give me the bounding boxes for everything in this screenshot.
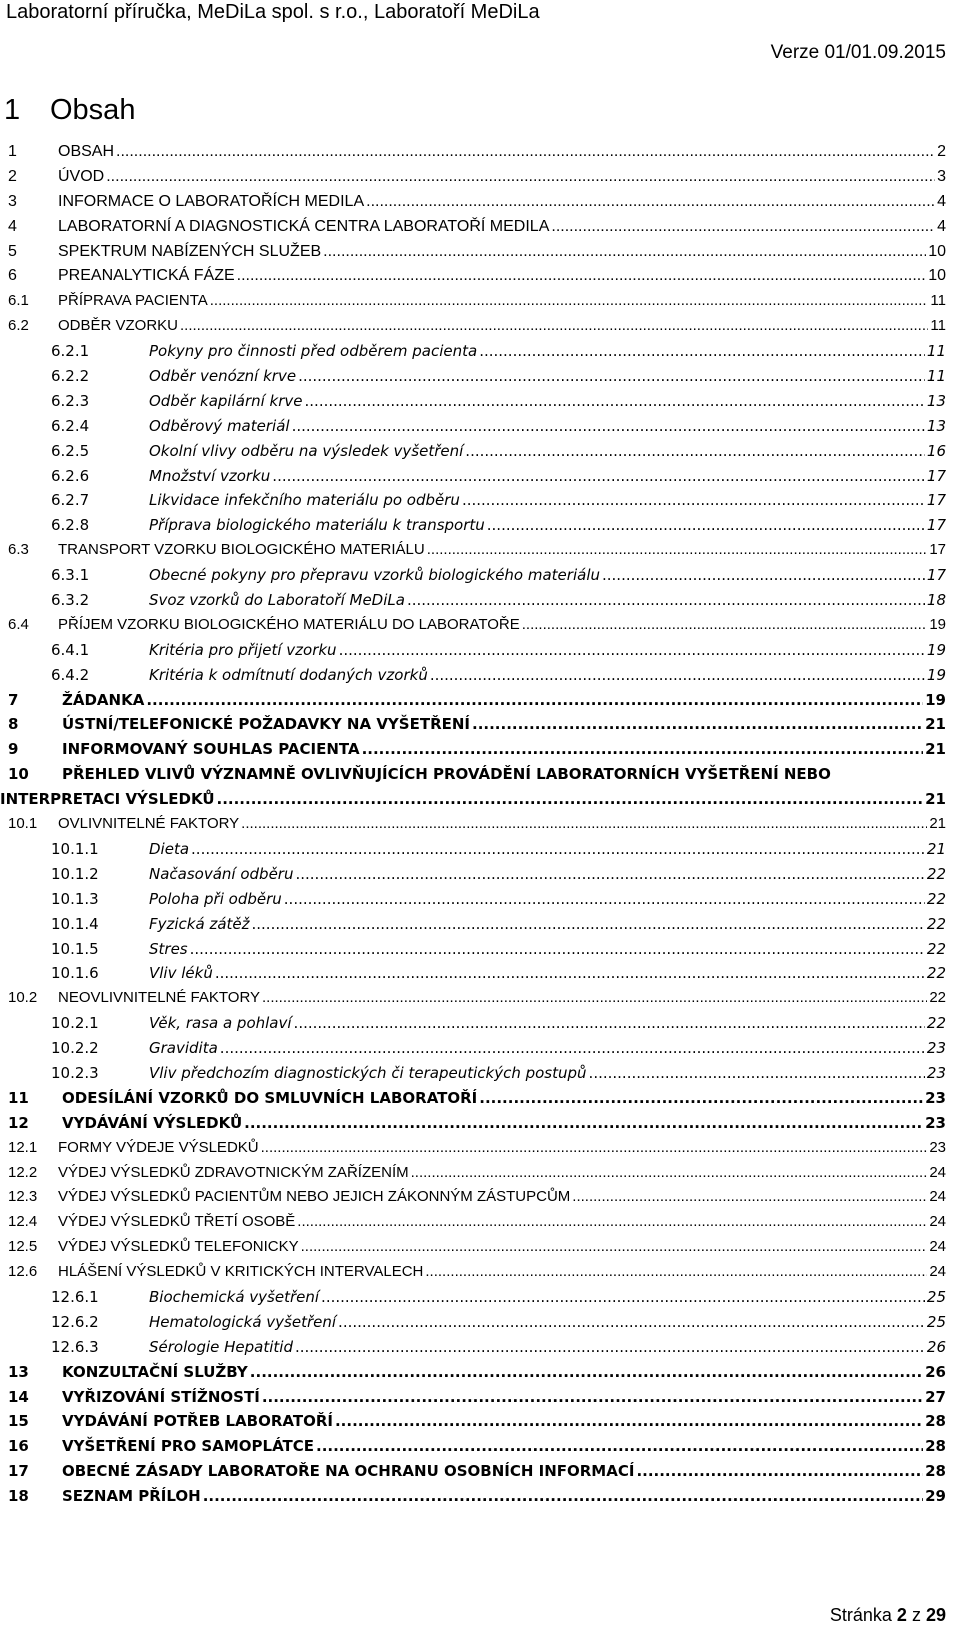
toc-entry-page: 24	[929, 1188, 946, 1206]
document-version: Verze 01/01.09.2015	[770, 42, 946, 63]
toc-entry-title: Odběrový materiál	[149, 416, 290, 435]
toc-entry[interactable]	[8, 140, 946, 165]
toc-entry[interactable]	[8, 314, 946, 339]
toc-entry-title-line2: INTERPRETACI VÝSLEDKŮ	[0, 790, 215, 809]
table-of-contents	[0, 140, 946, 1509]
toc-leader	[180, 314, 928, 339]
toc-entry-page: 24	[929, 1238, 946, 1256]
toc-entry-title: Biochemická vyšetření	[149, 1287, 320, 1306]
toc-leader	[241, 812, 927, 837]
toc-entry-page: 19	[929, 615, 946, 633]
toc-entry-title: VYŠETŘENÍ PRO SAMOPLÁTCE	[62, 1437, 314, 1456]
toc-entry-number: 10.2	[8, 989, 38, 1007]
toc-leader	[338, 1310, 925, 1335]
toc-entry-title: Odběr kapilární krve	[149, 391, 303, 410]
toc-entry-title: Odběr venózní krve	[149, 367, 297, 386]
toc-entry[interactable]	[8, 538, 946, 563]
toc-entry-number: 10.1	[8, 815, 38, 833]
toc-leader	[323, 240, 926, 265]
toc-entry-number: 10.1.2	[51, 864, 99, 883]
toc-entry[interactable]	[8, 663, 946, 688]
toc-leader	[106, 165, 935, 190]
footer-separator: z	[911, 1605, 921, 1625]
toc-entry-title-line1: PŘEHLED VLIVŮ VÝZNAMNĚ OVLIVŇUJÍCÍCH PROVÁDĚNÍ LABORATORNÍCH VYŠETŘENÍ NEBO	[62, 765, 831, 784]
toc-entry-title: Množství vzorku	[149, 466, 271, 485]
toc-entry-title: FORMY VÝDEJE VÝSLEDKŮ	[58, 1138, 259, 1156]
page-title-text: Obsah	[50, 94, 136, 126]
toc-leader	[427, 538, 928, 563]
toc-entry[interactable]	[8, 887, 946, 912]
toc-entry[interactable]	[8, 1136, 946, 1161]
toc-entry-page: 26	[925, 1362, 946, 1381]
toc-entry-page: 23	[926, 1039, 946, 1058]
toc-entry[interactable]	[8, 1011, 946, 1036]
toc-entry[interactable]	[8, 1210, 946, 1235]
toc-entry-page: 25	[926, 1312, 946, 1331]
toc-entry-page: 29	[925, 1487, 946, 1506]
toc-leader	[295, 1335, 925, 1360]
toc-entry-page: 22	[926, 1014, 946, 1033]
toc-entry-title: Vliv předchozím diagnostických či terapeutických postupů	[149, 1063, 587, 1082]
toc-entry[interactable]	[8, 464, 946, 489]
toc-entry-title: Likvidace infekčního materiálu po odběru	[149, 491, 460, 510]
toc-entry-title: VYDÁVÁNÍ POTŘEB LABORATOŘÍ	[62, 1412, 333, 1431]
toc-leader	[407, 588, 925, 613]
toc-entry-title: VYDÁVÁNÍ VÝSLEDKŮ	[62, 1113, 243, 1132]
page-title	[4, 94, 135, 127]
toc-entry-page: 28	[925, 1412, 946, 1431]
toc-entry-page: 11	[926, 342, 946, 361]
toc-entry-title: VÝDEJ VÝSLEDKŮ PACIENTŮM NEBO JEJICH ZÁKONNÝM ZÁSTUPCŮM	[58, 1188, 571, 1206]
toc-entry[interactable]	[8, 439, 946, 464]
toc-entry[interactable]	[8, 912, 946, 937]
toc-leader	[522, 613, 928, 638]
toc-entry-number: 9	[8, 740, 19, 759]
toc-entry-number: 2	[8, 167, 17, 185]
toc-entry-number: 12.1	[8, 1138, 38, 1156]
toc-leader	[292, 414, 925, 439]
toc-section-b	[8, 812, 946, 1509]
toc-leader	[217, 787, 924, 812]
toc-entry-title: VÝDEJ VÝSLEDKŮ ZDRAVOTNICKÝM ZAŘÍZENÍM	[58, 1163, 409, 1181]
toc-entry-number: 6.2.6	[51, 466, 90, 485]
toc-entry-page: 21	[926, 839, 946, 858]
toc-entry-number: 3	[8, 192, 17, 210]
toc-entry-title: OBECNÉ ZÁSADY LABORATOŘE NA OCHRANU OSOBNÍCH INFORMACÍ	[62, 1462, 635, 1481]
toc-entry-number: 6.2.2	[51, 367, 90, 386]
toc-entry-page: 23	[929, 1138, 946, 1156]
toc-leader	[425, 1260, 927, 1285]
toc-entry-title: ŽÁDANKA	[62, 690, 145, 709]
toc-entry[interactable]	[8, 1385, 946, 1410]
toc-leader	[295, 862, 924, 887]
toc-leader	[116, 140, 935, 165]
toc-entry[interactable]	[8, 1185, 946, 1210]
toc-entry-title: Hematologická vyšetření	[149, 1312, 337, 1331]
toc-leader	[284, 887, 925, 912]
toc-entry[interactable]	[8, 961, 946, 986]
toc-entry-10-line1[interactable]	[8, 762, 946, 787]
toc-entry-title: Věk, rasa a pohlaví	[149, 1014, 292, 1033]
toc-leader	[252, 912, 925, 937]
footer-label: Stránka	[829, 1605, 892, 1625]
toc-entry-title: Příprava biologického materiálu k transportu	[149, 516, 485, 535]
toc-entry-number: 6.2.1	[51, 342, 90, 361]
toc-leader	[366, 190, 935, 215]
toc-entry-number: 13	[8, 1362, 29, 1381]
toc-entry-number: 1	[8, 143, 17, 160]
toc-entry[interactable]	[8, 588, 946, 613]
toc-leader	[462, 488, 925, 513]
toc-entry-title: Kritéria k odmítnutí dodaných vzorků	[149, 665, 428, 684]
toc-entry[interactable]	[8, 215, 946, 240]
toc-entry[interactable]	[8, 414, 946, 439]
toc-leader	[210, 289, 929, 314]
toc-entry-number: 12.3	[8, 1188, 38, 1206]
toc-entry[interactable]	[8, 1086, 946, 1111]
toc-leader	[215, 961, 925, 986]
toc-entry-title: SEZNAM PŘÍLOH	[62, 1487, 201, 1506]
toc-entry-page: 21	[925, 790, 946, 809]
toc-leader	[602, 563, 925, 588]
toc-entry[interactable]	[8, 1235, 946, 1260]
toc-entry-title: ÚVOD	[58, 167, 105, 185]
toc-entry-page: 19	[926, 665, 946, 684]
toc-leader	[305, 389, 925, 414]
toc-entry[interactable]	[8, 190, 946, 215]
footer-total-pages: 29	[925, 1605, 946, 1625]
toc-entry-page: 22	[926, 939, 946, 958]
toc-leader	[244, 1111, 923, 1136]
toc-section-a	[8, 140, 946, 762]
toc-entry-page: 10	[928, 242, 946, 260]
toc-entry[interactable]	[8, 737, 946, 762]
toc-entry-title: ODBĚR VZORKU	[58, 317, 179, 335]
toc-entry-page: 21	[925, 715, 946, 734]
toc-entry-page: 17	[926, 466, 946, 485]
toc-entry-page: 22	[929, 989, 946, 1007]
toc-entry-page: 16	[926, 441, 946, 460]
toc-leader	[636, 1459, 923, 1484]
toc-entry-number: 6	[8, 267, 17, 285]
toc-entry[interactable]	[8, 937, 946, 962]
toc-entry-number: 6.3	[8, 541, 29, 559]
toc-entry[interactable]	[8, 1161, 946, 1186]
toc-entry-title: NEOVLIVNITELNÉ FAKTORY	[58, 989, 261, 1007]
toc-leader	[190, 937, 925, 962]
toc-entry-page: 13	[926, 391, 946, 410]
toc-entry-number: 6.3.2	[51, 591, 90, 610]
toc-entry[interactable]	[8, 289, 946, 314]
toc-entry-number: 6.2.4	[51, 416, 90, 435]
toc-entry[interactable]	[8, 1335, 946, 1360]
document-header-title: Laboratorní příručka, MeDiLa spol. s r.o., Laboratoří MeDiLa	[6, 1, 540, 23]
toc-leader	[487, 513, 925, 538]
toc-leader	[321, 1285, 925, 1310]
toc-entry-number: 10.1.6	[51, 964, 99, 983]
toc-leader	[146, 688, 923, 713]
toc-leader	[250, 1360, 923, 1385]
toc-leader	[411, 1161, 928, 1186]
toc-entry[interactable]	[8, 638, 946, 663]
toc-entry-title: Gravidita	[149, 1039, 218, 1058]
toc-entry-title: INFORMOVANÝ SOUHLAS PACIENTA	[62, 740, 360, 759]
toc-entry[interactable]	[8, 389, 946, 414]
toc-leader	[298, 364, 925, 389]
toc-entry-title: Dieta	[149, 839, 190, 858]
toc-entry-page: 21	[929, 815, 946, 833]
toc-entry-number: 6.3.1	[51, 566, 90, 585]
toc-entry-page: 22	[926, 889, 946, 908]
toc-leader	[465, 439, 925, 464]
toc-entry-page: 22	[926, 864, 946, 883]
toc-entry-title: VYŘIZOVÁNÍ STÍŽNOSTÍ	[62, 1387, 260, 1406]
toc-entry-title: PŘÍPRAVA PACIENTA	[58, 292, 208, 310]
toc-entry-number: 4	[8, 217, 17, 235]
toc-entry-page: 21	[925, 740, 946, 759]
toc-entry-number: 12.4	[8, 1213, 38, 1231]
toc-leader	[551, 215, 935, 240]
toc-entry-title: Fyzická zátěž	[149, 914, 250, 933]
page-title-number: 1	[4, 94, 21, 126]
toc-entry[interactable]	[8, 613, 946, 638]
toc-entry-page: 24	[929, 1263, 946, 1281]
toc-entry-page: 11	[926, 367, 946, 386]
toc-entry-number: 8	[8, 715, 19, 734]
toc-entry-title: Okolní vlivy odběru na výsledek vyšetření	[149, 441, 464, 460]
toc-entry[interactable]	[8, 1061, 946, 1086]
toc-entry-title: Kritéria pro přijetí vzorku	[149, 640, 337, 659]
toc-leader	[237, 264, 927, 289]
toc-entry[interactable]	[8, 1484, 946, 1509]
toc-entry-number: 6.2	[8, 317, 29, 335]
toc-entry-title: ODESÍLÁNÍ VZORKŮ DO SMLUVNÍCH LABORATOŘÍ	[62, 1088, 478, 1107]
toc-entry-page: 4	[937, 217, 946, 235]
toc-leader	[301, 1235, 928, 1260]
toc-entry-number: 10	[8, 765, 29, 784]
toc-entry[interactable]	[8, 1310, 946, 1335]
toc-entry-page: 10	[928, 267, 946, 285]
toc-entry-page: 28	[925, 1462, 946, 1481]
toc-entry-page: 3	[937, 167, 946, 185]
toc-entry[interactable]	[8, 1459, 946, 1484]
toc-entry-title: OBSAH	[58, 143, 115, 160]
toc-entry-title: Svoz vzorků do Laboratoří MeDiLa	[149, 591, 405, 610]
toc-entry-number: 6.2.3	[51, 391, 90, 410]
toc-entry-title: Pokyny pro činnosti před odběrem pacienta	[149, 342, 478, 361]
toc-entry[interactable]	[8, 812, 946, 837]
toc-entry-page: 23	[925, 1088, 946, 1107]
toc-entry[interactable]	[8, 1111, 946, 1136]
toc-entry-number: 6.2.7	[51, 491, 90, 510]
toc-entry[interactable]	[8, 986, 946, 1011]
toc-entry[interactable]	[8, 712, 946, 737]
toc-entry-page: 17	[926, 516, 946, 535]
toc-entry[interactable]	[8, 1260, 946, 1285]
toc-entry[interactable]	[8, 688, 946, 713]
toc-entry-number: 6.1	[8, 292, 29, 310]
toc-entry-page: 25	[926, 1287, 946, 1306]
toc-entry-title: PREANALYTICKÁ FÁZE	[58, 267, 235, 285]
toc-entry-page: 26	[926, 1337, 946, 1356]
toc-entry-number: 10.1.1	[51, 839, 99, 858]
toc-entry-title: SPEKTRUM NABÍZENÝCH SLUŽEB	[58, 242, 322, 260]
toc-entry-title: OVLIVNITELNÉ FAKTORY	[58, 815, 240, 833]
toc-entry-number: 6.4.1	[51, 640, 90, 659]
toc-leader	[430, 663, 925, 688]
toc-entry-page: 4	[937, 192, 946, 210]
toc-entry[interactable]	[8, 513, 946, 538]
toc-entry-number: 12.6	[8, 1263, 38, 1281]
toc-entry-title: HLÁŠENÍ VÝSLEDKŮ V KRITICKÝCH INTERVALECH	[58, 1263, 424, 1281]
toc-entry-number: 12.2	[8, 1163, 38, 1181]
toc-leader	[479, 339, 925, 364]
toc-entry-title: VÝDEJ VÝSLEDKŮ TELEFONICKY	[58, 1238, 299, 1256]
toc-entry-page: 11	[930, 292, 946, 310]
toc-entry-page: 2	[937, 143, 946, 160]
toc-entry-number: 18	[8, 1487, 29, 1506]
toc-leader	[294, 1011, 925, 1036]
toc-leader	[262, 1385, 923, 1410]
toc-entry-number: 10.1.4	[51, 914, 99, 933]
toc-entry-number: 6.4	[8, 615, 29, 633]
toc-entry-page: 23	[925, 1113, 946, 1132]
toc-entry[interactable]	[8, 563, 946, 588]
toc-entry-number: 12.6.3	[51, 1337, 99, 1356]
toc-entry-title: Vliv léků	[149, 964, 213, 983]
toc-entry[interactable]	[8, 1036, 946, 1061]
toc-entry[interactable]	[8, 488, 946, 513]
toc-entry-page: 27	[925, 1387, 946, 1406]
toc-entry-page: 24	[929, 1163, 946, 1181]
toc-entry[interactable]	[8, 1360, 946, 1385]
toc-entry-page: 19	[926, 640, 946, 659]
toc-leader	[339, 638, 925, 663]
toc-entry-title: Obecné pokyny pro přepravu vzorků biologického materiálu	[149, 566, 600, 585]
toc-entry-number: 6.2.5	[51, 441, 90, 460]
toc-leader	[572, 1185, 927, 1210]
toc-entry-title: Sérologie Hepatitid	[149, 1337, 293, 1356]
toc-entry-number: 10.2.3	[51, 1063, 99, 1082]
toc-entry-page: 17	[926, 566, 946, 585]
toc-entry-number: 14	[8, 1387, 29, 1406]
toc-entry-title: Načasování odběru	[149, 864, 294, 883]
toc-entry-title: VÝDEJ VÝSLEDKŮ TŘETÍ OSOBĚ	[58, 1213, 296, 1231]
toc-entry[interactable]	[8, 240, 946, 265]
toc-entry-number: 7	[8, 690, 19, 709]
toc-entry-number: 10.2.2	[51, 1039, 99, 1058]
toc-entry[interactable]	[8, 837, 946, 862]
toc-entry-page: 18	[926, 591, 946, 610]
toc-leader	[479, 1086, 923, 1111]
toc-leader	[472, 712, 923, 737]
toc-entry-number: 16	[8, 1437, 29, 1456]
toc-leader	[262, 986, 927, 1011]
toc-entry-title: PŘÍJEM VZORKU BIOLOGICKÉHO MATERIÁLU DO LABORATOŘE	[58, 615, 520, 633]
toc-entry-title: Stres	[149, 939, 188, 958]
toc-entry[interactable]	[8, 862, 946, 887]
toc-entry-title: KONZULTAČNÍ SLUŽBY	[62, 1362, 248, 1381]
toc-leader	[191, 837, 925, 862]
toc-entry-number: 12.5	[8, 1238, 38, 1256]
toc-entry-number: 10.2.1	[51, 1014, 99, 1033]
toc-leader	[220, 1036, 925, 1061]
toc-entry-page: 17	[926, 491, 946, 510]
toc-entry-10-line2[interactable]	[0, 787, 946, 812]
toc-entry-title: TRANSPORT VZORKU BIOLOGICKÉHO MATERIÁLU	[58, 541, 425, 559]
toc-leader	[261, 1136, 928, 1161]
footer-current-page: 2	[896, 1605, 907, 1625]
toc-entry-page: 28	[925, 1437, 946, 1456]
toc-entry-page: 19	[925, 690, 946, 709]
toc-leader	[362, 737, 924, 762]
toc-entry-number: 12.6.2	[51, 1312, 99, 1331]
toc-entry-page: 22	[926, 914, 946, 933]
toc-entry[interactable]	[8, 1434, 946, 1459]
toc-entry-title: ÚSTNÍ/TELEFONICKÉ POŽADAVKY NA VYŠETŘENÍ	[62, 715, 471, 734]
page-footer	[830, 1605, 946, 1626]
toc-entry-number: 17	[8, 1462, 29, 1481]
toc-entry-number: 15	[8, 1412, 29, 1431]
toc-entry[interactable]	[8, 1409, 946, 1434]
toc-leader	[589, 1061, 925, 1086]
toc-entry-number: 6.4.2	[51, 665, 90, 684]
toc-entry-number: 11	[8, 1088, 29, 1107]
toc-entry-page: 11	[930, 317, 946, 335]
toc-entry-page: 13	[926, 416, 946, 435]
toc-entry-page: 24	[929, 1213, 946, 1231]
toc-entry-number: 5	[8, 242, 17, 260]
toc-entry-page: 17	[929, 541, 946, 559]
toc-entry-title: INFORMACE O LABORATOŘÍCH MEDILA	[58, 192, 365, 210]
toc-entry-number: 10.1.5	[51, 939, 99, 958]
toc-leader	[297, 1210, 927, 1235]
toc-leader	[272, 464, 925, 489]
toc-entry-number: 6.2.8	[51, 516, 90, 535]
toc-leader	[335, 1409, 923, 1434]
toc-entry-number: 12	[8, 1113, 29, 1132]
toc-entry-number: 12.6.1	[51, 1287, 99, 1306]
toc-entry[interactable]	[8, 339, 946, 364]
toc-entry[interactable]	[8, 1285, 946, 1310]
toc-entry-page: 22	[926, 964, 946, 983]
toc-entry-title: LABORATORNÍ A DIAGNOSTICKÁ CENTRA LABORATOŘÍ MEDILA	[58, 217, 550, 235]
toc-entry[interactable]	[8, 264, 946, 289]
toc-entry[interactable]	[8, 364, 946, 389]
toc-leader	[316, 1434, 923, 1459]
toc-entry-page: 23	[926, 1063, 946, 1082]
toc-entry-number: 10.1.3	[51, 889, 99, 908]
toc-entry[interactable]	[8, 165, 946, 190]
toc-leader	[203, 1484, 923, 1509]
toc-entry-title: Poloha při odběru	[149, 889, 282, 908]
